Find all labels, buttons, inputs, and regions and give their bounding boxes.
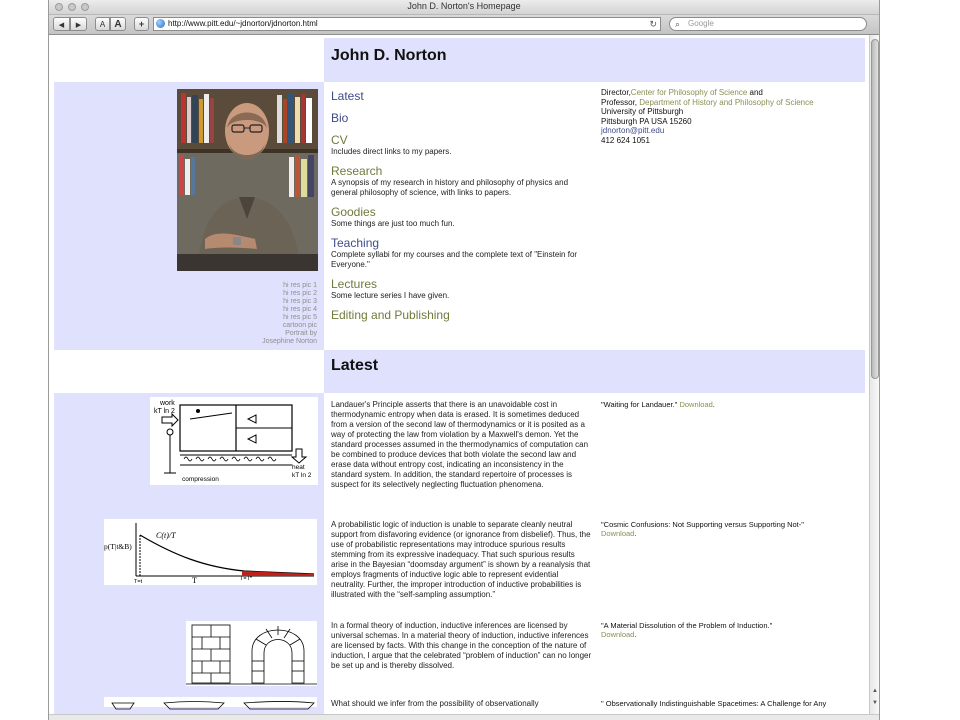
entry-1-download-link[interactable]: Download [679, 400, 713, 409]
entry-1-reference: "Waiting for Landauer." Download. [601, 400, 715, 409]
figure-kt-top-label: kT ln 2 [154, 408, 175, 415]
page-viewport[interactable] [49, 35, 869, 714]
text-larger-button[interactable] [110, 17, 126, 31]
nav-desc-research: A synopsis of my research in history and philosophy of physics and general philosophy of science, with links to papers. [331, 178, 569, 197]
phone-text: 412 624 1051 [601, 135, 650, 145]
contact-info [601, 88, 863, 145]
nav-item-editing [331, 308, 593, 322]
entry-1-text: Landauer's Principle asserts that there is an unavoidable cost in thermodynamic entropy when data is erased. It is sometimes deduced from a version of the second law of thermodynamics or it is posited as a way of protecting the law from violation by a Maxwell's demon. Yet the standard processes assumed in the thermodynamics of computation can be combined to produce devices that both violate the second law and erase data without entropy cost, indicating an inconsistency in the standard system. In addition, the standard repertoire of processes is suspect for its selectively neglecting fluctuation phenomena. [331, 400, 589, 489]
nav-desc-teaching: Complete syllabi for my courses and the complete text of "Einstein for Everyone." [331, 250, 578, 269]
entry-4-text: What should we infer from the possibility of observationally [331, 699, 539, 708]
url-text: http://www.pitt.edu/~jdnorton/jdnorton.html [168, 19, 318, 28]
figure-t-label: T [192, 576, 197, 585]
entry-1-title: "Waiting for Landauer." [601, 400, 678, 409]
entry-2-title: "Cosmic Confusions: Not Supporting versus Supporting Not-" [601, 520, 804, 529]
entry-2-text: A probabilistic logic of induction is unable to separate cleanly neutral support from disfavoring evidence (or ignorance from disbelief). Thus, the use of probabilistic representations may introduce spurious results stemming from its expressive inadequacy. That such spurious results arise in the Bayesian “doomsday argument” is shown by a reanalysis that employs fragments of inductive logic able to represent evidential neutrality. Further, the improper introduction of inductive probabilities is illustrated with the “self-sampling assumption.” [331, 520, 591, 599]
email-link[interactable]: jdnorton@pitt.edu [601, 126, 665, 135]
back-button[interactable] [53, 17, 70, 31]
browser-window [48, 0, 880, 720]
nav-desc-goodies: Some things are just too much fun. [331, 219, 455, 228]
nav-link-lectures[interactable]: Lectures [331, 277, 378, 291]
text-smaller-label: A [99, 20, 106, 29]
nav-link-editing-publishing[interactable]: Editing and Publishing [331, 308, 450, 322]
text-larger-label: A [114, 19, 122, 30]
status-bar [49, 714, 880, 720]
latest-header-band [324, 350, 865, 393]
nav-link-goodies[interactable]: Goodies [331, 205, 376, 219]
nav-link-bio[interactable]: Bio [331, 111, 349, 125]
department-link[interactable]: Department of History and Philosophy of Science [639, 97, 814, 107]
nav-desc-cv: Includes direct links to my papers. [331, 147, 452, 156]
reload-icon[interactable]: ↻ [649, 19, 657, 29]
window-title: John D. Norton's Homepage [407, 1, 521, 11]
back-arrow-icon: ◀ [58, 22, 65, 29]
hi-res-pic-5-link[interactable]: hi res pic 5 [283, 314, 317, 321]
figure-compression-label: compression [182, 476, 219, 483]
figure-heat-label: heat [292, 464, 305, 471]
figure-work-label: work [160, 400, 175, 407]
scrollbar-thumb[interactable] [871, 39, 879, 379]
nav-item-goodies [331, 205, 593, 229]
scroll-up-icon[interactable]: ▲ [872, 688, 878, 694]
nav-link-teaching[interactable]: Teaching [331, 236, 380, 250]
nav-item-lectures [331, 277, 593, 301]
hi-res-pic-3-link[interactable]: hi res pic 3 [283, 298, 317, 305]
and-label: and [747, 88, 763, 97]
vertical-scrollbar[interactable] [869, 35, 880, 714]
plus-icon: + [138, 19, 145, 29]
portrait-credit-line1: Portrait by [285, 330, 317, 337]
entry-3-download-link[interactable]: Download [601, 630, 635, 639]
entry-2-reference: "Cosmic Confusions: Not Supporting versus Supporting Not-" Download. [601, 520, 804, 538]
nav-item-teaching [331, 236, 593, 270]
professor-label: Professor, [601, 97, 638, 107]
nav-desc-lectures: Some lecture series I have given. [331, 291, 450, 300]
figure-kt-bottom-label: kT ln 2 [292, 472, 312, 479]
figure-ylabel: p(T|t&B) [104, 542, 132, 551]
cartoon-pic-link[interactable]: cartoon pic [282, 322, 317, 329]
browser-toolbar [49, 15, 879, 35]
text-smaller-button[interactable] [95, 17, 110, 31]
search-icon: ⌕ [675, 19, 681, 29]
figure-function-label: C(t)/T [156, 531, 176, 540]
center-link[interactable]: Center for Philosophy of Science [630, 88, 748, 97]
nav-link-latest[interactable]: Latest [331, 89, 364, 103]
nav-item-cv [331, 133, 593, 157]
entry-4-reference: " Observationally Indistinguishable Spacetimes: A Challenge for Any [601, 699, 827, 708]
scroll-down-icon[interactable]: ▼ [872, 700, 878, 706]
portrait-credit-line2: Josephine Norton [262, 338, 317, 345]
nav-item-research [331, 164, 593, 198]
spacetime-figure [104, 697, 317, 707]
search-field[interactable] [669, 17, 867, 31]
entry-2-download-link[interactable]: Download [601, 529, 635, 538]
address-text: Pittsburgh PA USA 15260 [601, 116, 692, 126]
figure-tstar-label: T=T* [240, 576, 253, 582]
portrait-links [169, 282, 317, 346]
globe-icon [156, 19, 165, 28]
title-bar [49, 0, 879, 15]
entry-3-text: In a formal theory of induction, inductive inferences are licensed by universal schemas. In a material theory of induction, inductive inferences are licensed by facts. With this change in the conception of the nature of induction, I argue that the celebrated “problem of induction” can no longer be set up and is thereby dissolved. [331, 621, 592, 670]
search-placeholder: Google [688, 19, 714, 28]
main-navigation [331, 89, 593, 322]
forward-arrow-icon: ▶ [75, 22, 82, 29]
hi-res-pic-4-link[interactable]: hi res pic 4 [283, 306, 317, 313]
doomsday-curve-figure [104, 519, 317, 585]
entry-3-title: "A Material Dissolution of the Problem of Induction." [601, 621, 773, 630]
page-title: John D. Norton [331, 47, 447, 64]
director-label: Director, [601, 88, 631, 97]
university-text: University of Pittsburgh [601, 107, 684, 116]
latest-heading: Latest [331, 357, 379, 374]
nav-link-research[interactable]: Research [331, 164, 383, 178]
add-bookmark-button[interactable] [134, 17, 149, 31]
address-bar[interactable] [153, 17, 661, 31]
hi-res-pic-2-link[interactable]: hi res pic 2 [283, 290, 317, 297]
hi-res-pic-1-link[interactable]: hi res pic 1 [283, 282, 317, 289]
entry-3-reference: "A Material Dissolution of the Problem of Induction." Download. [601, 621, 773, 639]
landauer-engine-figure [150, 397, 318, 485]
arch-figure [186, 621, 317, 686]
nav-item-bio [331, 111, 593, 125]
figure-t0-label: T=t [134, 579, 143, 585]
nav-link-cv[interactable]: CV [331, 133, 348, 147]
nav-item-latest [331, 89, 593, 103]
forward-button[interactable] [70, 17, 87, 31]
portrait-photo [177, 89, 318, 271]
